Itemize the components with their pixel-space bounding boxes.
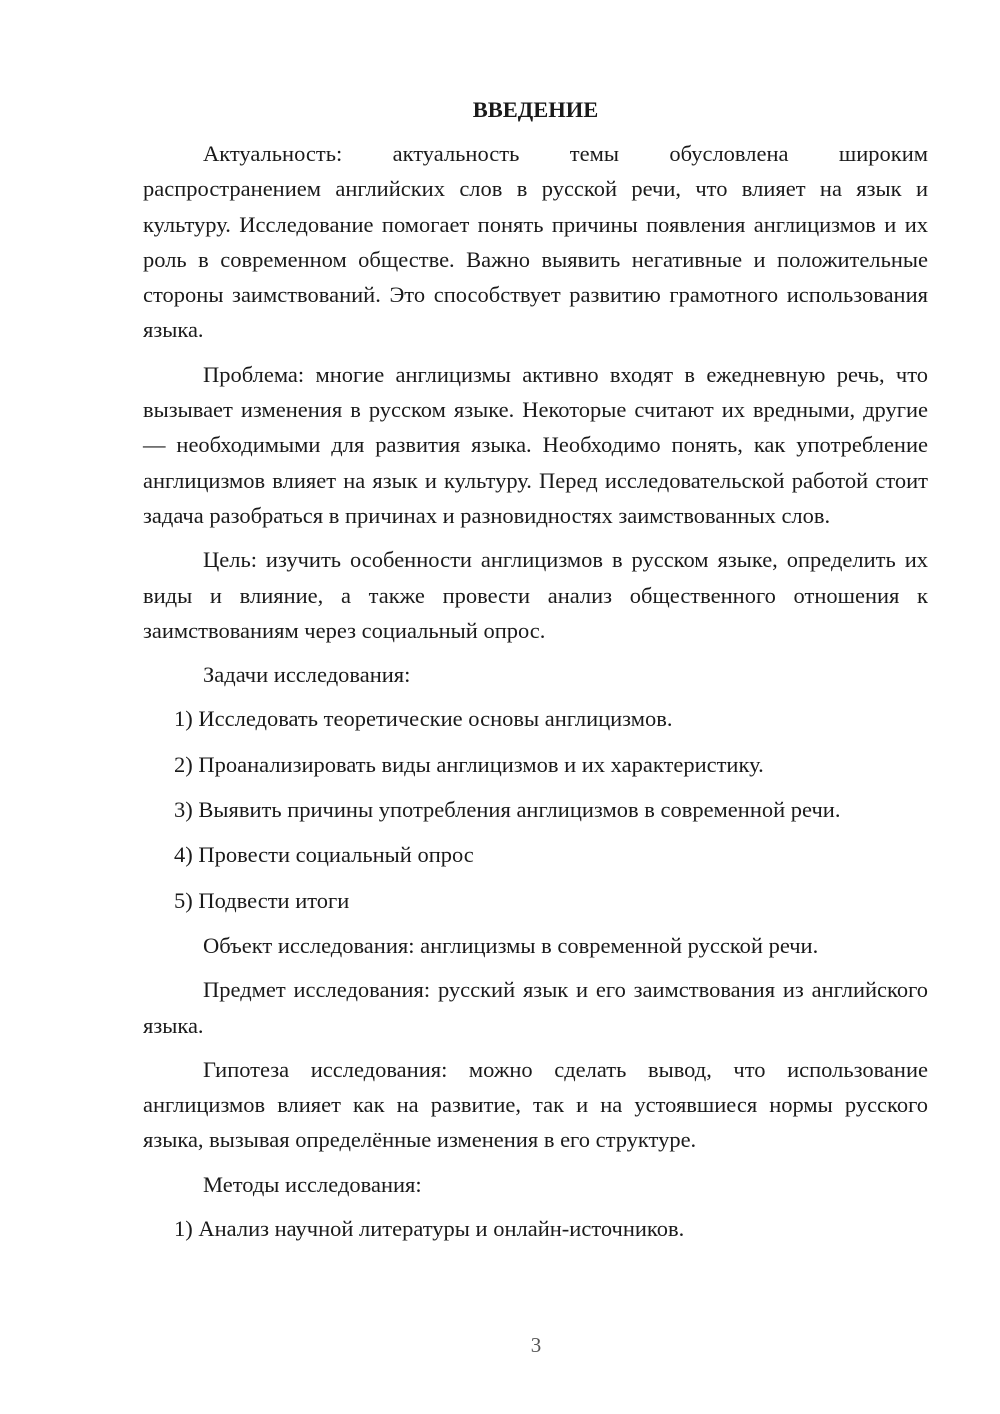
task-item-1: 1) Исследовать теоретические основы англицизмов. xyxy=(174,706,673,732)
goal-paragraph: Цель: изучить особенности англицизмов в русском языке, определить их виды и влияние, а также провести анализ общественного отношения к заимствованиям через социальный опрос. xyxy=(143,547,928,643)
page-content xyxy=(143,92,928,1256)
methods-heading: Методы исследования: xyxy=(203,1171,422,1197)
page-number: 3 xyxy=(530,1333,542,1357)
task-item-3: 3) Выявить причины употребления англицизмов в современной речи. xyxy=(174,797,841,823)
method-item-1: 1) Анализ научной литературы и онлайн-источников. xyxy=(174,1216,685,1242)
tasks-heading: Задачи исследования: xyxy=(203,662,411,688)
page-title: ВВЕДЕНИЕ xyxy=(472,97,599,122)
relevance-paragraph: Актуальность: актуальность темы обусловлена широким распространением английских слов в русской речи, что влияет на язык и культуру. Исследование помогает понять причины появления англицизмов и их роль в современном обществе. Важно выявить негативные и положительные стороны заимствований. Это способствует развитию грамотного использования языка. xyxy=(143,141,928,343)
hypothesis-paragraph: Гипотеза исследования: можно сделать вывод, что использование англицизмов влияет как на развитие, так и на устоявшиеся нормы русского языка, вызывая определённые изменения в его структуре. xyxy=(143,1056,928,1153)
object-paragraph: Объект исследования: англицизмы в современной русской речи. xyxy=(203,932,819,958)
task-item-4: 4) Провести социальный опрос xyxy=(174,842,474,868)
problem-paragraph: Проблема: многие англицизмы активно входят в ежедневную речь, что вызывает изменения в русском языке. Некоторые считают их вредными, другие — необходимыми для развития языка. Необходимо понять, как употребление англицизмов влияет на язык и культуру. Перед исследовательской работой стоит задача разобраться в причинах и разновидностях заимствованных слов. xyxy=(143,361,928,528)
subject-paragraph: Предмет исследования: русский язык и его заимствования из английского языка. xyxy=(143,977,928,1038)
task-item-5: 5) Подвести итоги xyxy=(174,887,350,913)
task-item-2: 2) Проанализировать виды англицизмов и их характеристику. xyxy=(174,751,764,777)
